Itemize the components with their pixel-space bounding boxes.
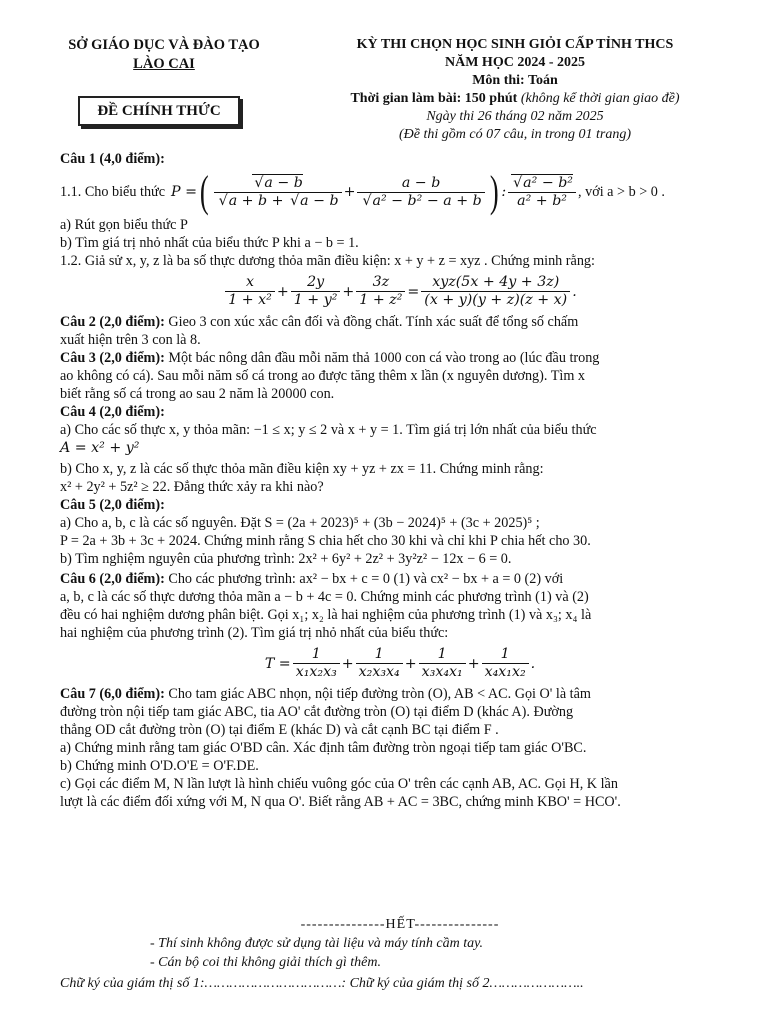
q1-suffix: , với a > b > 0 .	[578, 184, 665, 200]
q3-title: Câu 3 (2,0 điểm):	[60, 350, 165, 366]
q3-text-3: biết rằng số cá trong ao sau 2 năm là 20000 con.	[60, 386, 335, 402]
q2-text-2: xuất hiện trên 3 con là 8.	[60, 332, 201, 348]
school-year: NĂM HỌC 2024 - 2025	[445, 55, 585, 70]
q6-text-4: hai nghiệm của phương trình (2). Tìm giá trị nhỏ nhất của biểu thức:	[60, 625, 449, 641]
q1-part-b: b) Tìm giá trị nhỏ nhất của biểu thức P khi a − b = 1.	[60, 235, 359, 251]
q3-line-1	[60, 349, 740, 367]
q3-text-2: ao không có cá). Sau mỗi năm số cá trong ao được tăng thêm x lần (x nguyên dương). Tìm x	[60, 368, 585, 384]
proctor-signatures: Chữ ký của giám thị số 1:……………………………: Chữ ký của giám thị số 2…………………..	[60, 976, 584, 991]
q1-part-a: a) Rút gọn biểu thức P	[60, 217, 188, 233]
q6-text-1: Cho các phương trình: ax² − bx + c = 0 (1) và cx² − bx + a = 0 (2) với	[168, 571, 564, 587]
q7-part-a: a) Chứng minh rằng tam giác O'BD cân. Xác định tâm đường tròn ngoại tiếp tam giác O'BC.	[60, 740, 587, 756]
exam-footer	[60, 915, 740, 993]
header-left	[44, 36, 284, 74]
header-right	[290, 36, 740, 144]
q5-part-b: b) Tìm nghiệm nguyên của phương trình: 2x² + 6y² + 2z² + 3y²z² − 12x − 6 = 0.	[60, 551, 512, 567]
province-name: LÀO CAI	[133, 56, 195, 72]
time-line	[290, 90, 740, 108]
q6-line-1	[60, 570, 740, 588]
q7-title: Câu 7 (6,0 điểm):	[60, 686, 165, 702]
q4-part-a-1: a) Cho các số thực x, y thỏa mãn: −1 ≤ x; y ≤ 2 và x + y = 1. Tìm giá trị lớn nhất của biểu thức	[60, 422, 597, 438]
q2-title: Câu 2 (2,0 điểm):	[60, 314, 165, 330]
q5-part-a-2: P = 2a + 3b + 3c + 2024. Chứng minh rằng S chia hết cho 30 khi và chỉ khi P chia hết cho 30.	[60, 533, 591, 549]
q7-part-c-2: lượt là các điểm đối xứng với M, N qua O'. Biết rằng AB + AC = 3BC, chứng minh KBO' = HCO'.	[60, 794, 621, 810]
time-label: Thời gian làm bài: 150 phút	[350, 91, 518, 106]
q1-identity: $\frac{x}{\text{1 + x²}}$ + $\frac{2y}{\text{1 + y²}}$ + $\frac{3z}{\text{1 + z²}}$ = $\frac{\text{xyz(5x + 4y + 3z)}}{(x + y)(y + z)(z + x)}$ .	[60, 274, 740, 309]
q6-text-2: a, b, c là các số thực dương thỏa mãn a − b + 4c = 0. Chứng minh các phương trình (1) và (2)	[60, 589, 589, 605]
q7-text-1: Cho tam giác ABC nhọn, nội tiếp đường tròn (O), AB < AC. Gọi O' là tâm	[168, 686, 591, 702]
pages-note: (Đề thi gồm có 07 câu, in trong 01 trang)	[398, 127, 631, 142]
subject: Môn thi: Toán	[472, 73, 558, 88]
exam-date: Ngày thi 26 tháng 02 năm 2025	[426, 109, 604, 124]
end-marker: ---------------HẾT---------------	[300, 917, 500, 932]
official-exam-box	[78, 96, 240, 126]
q5-title: Câu 5 (2,0 điểm):	[60, 497, 165, 513]
q6-title: Câu 6 (2,0 điểm):	[60, 571, 165, 587]
q7-part-b: b) Chứng minh O'D.O'E = O'F.DE.	[60, 758, 259, 774]
q4-part-b-1: b) Cho x, y, z là các số thực thỏa mãn điều kiện xy + yz + zx = 11. Chứng minh rằng:	[60, 461, 544, 477]
footer-note-2: - Cán bộ coi thi không giải thích gì thêm.	[150, 955, 381, 970]
q7-text-3: thẳng OD cắt đường tròn (O) tại điểm E (khác D) và cắt cạnh BC tại điểm F .	[60, 722, 499, 738]
footer-note-1: - Thí sinh không được sử dụng tài liệu và máy tính cầm tay.	[150, 936, 484, 951]
exam-title: KỲ THI CHỌN HỌC SINH GIỎI CẤP TỈNH THCS	[356, 37, 674, 52]
q7-line-1	[60, 685, 740, 703]
q4-part-b-2: x² + 2y² + 5z² ≥ 22. Đẳng thức xảy ra khi nào?	[60, 479, 324, 495]
q6-expression: T = $\frac{1}{\text{x₁x₂x₃}}$ + $\frac{1}{\text{x₂x₃x₄}}$ + $\frac{1}{\text{x₃x₄x₁}}$ + $\frac{1}{\text{x₄x₁x₂}}$ .	[264, 646, 536, 680]
q2-text-1: Gieo 3 con xúc xắc cân đối và đồng chất. Tính xác suất để tổng số chấm	[168, 314, 579, 330]
q7-part-c-1: c) Gọi các điểm M, N lần lượt là hình chiếu vuông góc của O' trên các cạnh AB, AC. Gọi H, K lần	[60, 776, 618, 792]
q5-part-a-1: a) Cho a, b, c là các số nguyên. Đặt S = (2a + 2023)⁵ + (3b − 2024)⁵ + (3c + 2025)⁵ ;	[60, 515, 540, 531]
q6-text-3: đều có hai nghiệm dương phân biệt. Gọi x₁; x₂ là hai nghiệm của phương trình (1) và x₃; x₄ là	[60, 607, 592, 623]
department-name: SỞ GIÁO DỤC VÀ ĐÀO TẠO	[68, 37, 260, 53]
q2-line-1	[60, 313, 740, 331]
q1-expression: 1.1. Cho biểu thức P = ( √ a − b √ a + b + √ a − b + a − b √ a² − b² − a + b ) : √ $\frac{\text{a² − b²}}{\text{a² + b²}}$ , với a > b > 0 .	[60, 172, 740, 212]
time-note: (không kể thời gian giao đề)	[520, 91, 680, 106]
q4-title: Câu 4 (2,0 điểm):	[60, 404, 165, 420]
q7-text-2: đường tròn nội tiếp tam giác ABC, tia AO' cắt đường tròn (O) tại điểm D (khác A). Đường	[60, 704, 574, 720]
q4-part-a-2: A = x² + y²	[60, 440, 140, 456]
q1-prefix: 1.1. Cho biểu thức	[60, 184, 166, 200]
q3-text-1: Một bác nông dân đầu mỗi năm thả 1000 con cá vào trong ao (lúc đầu trong	[168, 350, 600, 366]
official-label: ĐỀ CHÍNH THỨC	[97, 103, 221, 119]
q1-part-12: 1.2. Giả sử x, y, z là ba số thực dương thỏa mãn điều kiện: x + y + z = xyz . Chứng minh rằng:	[60, 253, 595, 269]
q1-title: Câu 1 (4,0 điểm):	[60, 151, 165, 167]
exam-content	[60, 150, 740, 811]
